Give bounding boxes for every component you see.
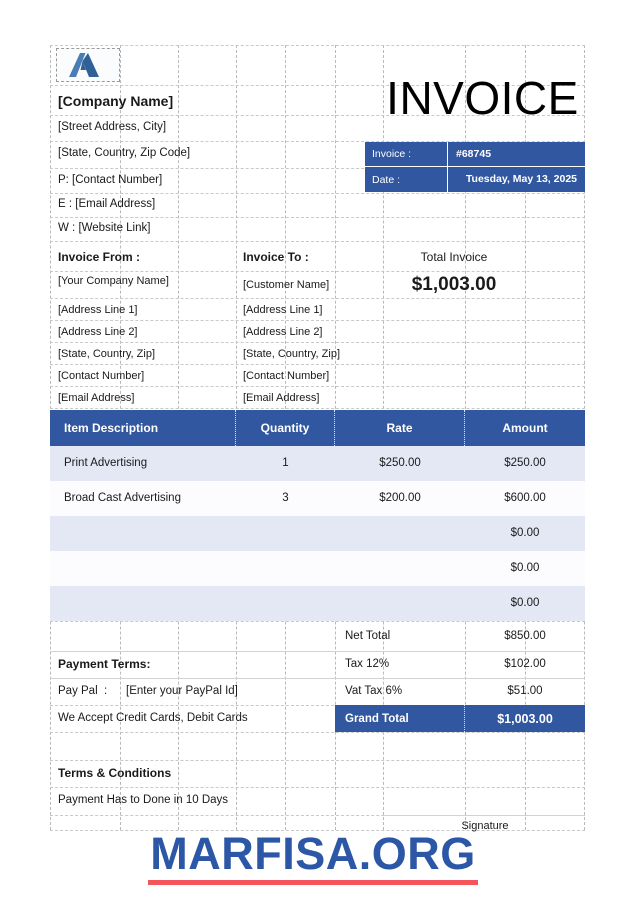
table-row: $0.00 bbox=[510, 561, 540, 574]
invoice-number-value: #68745 bbox=[456, 148, 492, 160]
table-row: $250.00 bbox=[379, 456, 421, 469]
invoice-number-label: Invoice : bbox=[365, 142, 448, 166]
company-website: W : [Website Link] bbox=[58, 222, 151, 235]
table-row: 1 bbox=[282, 456, 289, 469]
total-invoice-label: Total Invoice bbox=[420, 249, 488, 264]
site-watermark bbox=[0, 822, 626, 894]
table-row: $250.00 bbox=[504, 456, 546, 469]
invoice-to-line-2: [Address Line 1] bbox=[243, 303, 323, 316]
invoice-from-label: Invoice From : bbox=[58, 249, 141, 264]
invoice-number-row bbox=[365, 142, 585, 167]
table-row: Print Advertising bbox=[64, 456, 148, 469]
grand-total-row bbox=[335, 705, 585, 732]
invoice-from-line-1: [Your Company Name] bbox=[58, 275, 169, 287]
tax-value: $102.00 bbox=[504, 657, 546, 670]
watermark-underline bbox=[148, 880, 478, 885]
invoice-to-line-5: [Contact Number] bbox=[243, 369, 330, 382]
column-header-item-description: Item Description bbox=[50, 410, 236, 446]
invoice-date-label: Date : bbox=[365, 167, 448, 192]
paypal-value: [Enter your PayPal Id] bbox=[126, 684, 238, 697]
invoice-from-line-2: [Address Line 1] bbox=[58, 303, 138, 316]
company-region: [State, Country, Zip Code] bbox=[58, 147, 191, 160]
company-phone: P: [Contact Number] bbox=[58, 174, 163, 187]
table-row: $200.00 bbox=[379, 491, 421, 504]
column-header-quantity: Quantity bbox=[236, 410, 335, 446]
page-title: INVOICE bbox=[386, 72, 579, 124]
invoice-from-line-6: [Email Address] bbox=[58, 391, 135, 404]
grand-total-value: $1,003.00 bbox=[497, 711, 553, 726]
terms-heading: Terms & Conditions bbox=[58, 766, 172, 781]
net-total-value: $850.00 bbox=[504, 630, 546, 643]
invoice-from-line-3: [Address Line 2] bbox=[58, 325, 138, 338]
terms-line: Payment Has to Done in 10 Days bbox=[58, 794, 229, 807]
table-row: Broad Cast Advertising bbox=[64, 491, 181, 504]
items-table-header bbox=[50, 410, 585, 446]
vat-tax-value: $51.00 bbox=[507, 684, 543, 697]
invoice-date-value: Tuesday, May 13, 2025 bbox=[465, 173, 577, 186]
invoice-from-line-5: [Contact Number] bbox=[58, 369, 145, 382]
invoice-meta-box bbox=[365, 142, 585, 192]
invoice-sheet bbox=[50, 45, 585, 830]
watermark-text: MARFISA.ORG bbox=[150, 828, 476, 879]
total-invoice-amount: $1,003.00 bbox=[411, 273, 497, 295]
company-name: [Company Name] bbox=[58, 92, 174, 109]
invoice-to-line-1: [Customer Name] bbox=[243, 278, 330, 291]
table-row: $0.00 bbox=[510, 526, 540, 539]
company-street: [Street Address, City] bbox=[58, 121, 167, 134]
column-header-amount: Amount bbox=[502, 421, 548, 435]
mountain-a-logo-icon bbox=[68, 52, 108, 78]
invoice-to-label: Invoice To : bbox=[243, 249, 309, 264]
invoice-to-line-3: [Address Line 2] bbox=[243, 325, 323, 338]
tax-label: Tax 12% bbox=[345, 657, 390, 670]
invoice-from-line-4: [State, Country, Zip] bbox=[58, 347, 156, 360]
column-header-rate: Rate bbox=[335, 410, 465, 446]
table-row: $0.00 bbox=[510, 596, 540, 609]
invoice-to-line-4: [State, Country, Zip] bbox=[243, 347, 341, 360]
vat-tax-label: Vat Tax 6% bbox=[345, 684, 403, 697]
paypal-label: Pay Pal : bbox=[58, 684, 108, 697]
grand-total-label: Grand Total bbox=[335, 705, 465, 732]
company-email: E : [Email Address] bbox=[58, 198, 156, 211]
signature-label: Signature bbox=[461, 819, 509, 832]
invoice-to-line-6: [Email Address] bbox=[243, 391, 320, 404]
table-row: $600.00 bbox=[504, 491, 546, 504]
accepted-cards-note: We Accept Credit Cards, Debit Cards bbox=[58, 711, 248, 724]
net-total-label: Net Total bbox=[345, 630, 391, 643]
invoice-date-row bbox=[365, 167, 585, 192]
table-row: 3 bbox=[282, 491, 289, 504]
payment-terms-heading: Payment Terms: bbox=[58, 657, 151, 672]
company-logo bbox=[56, 48, 120, 82]
